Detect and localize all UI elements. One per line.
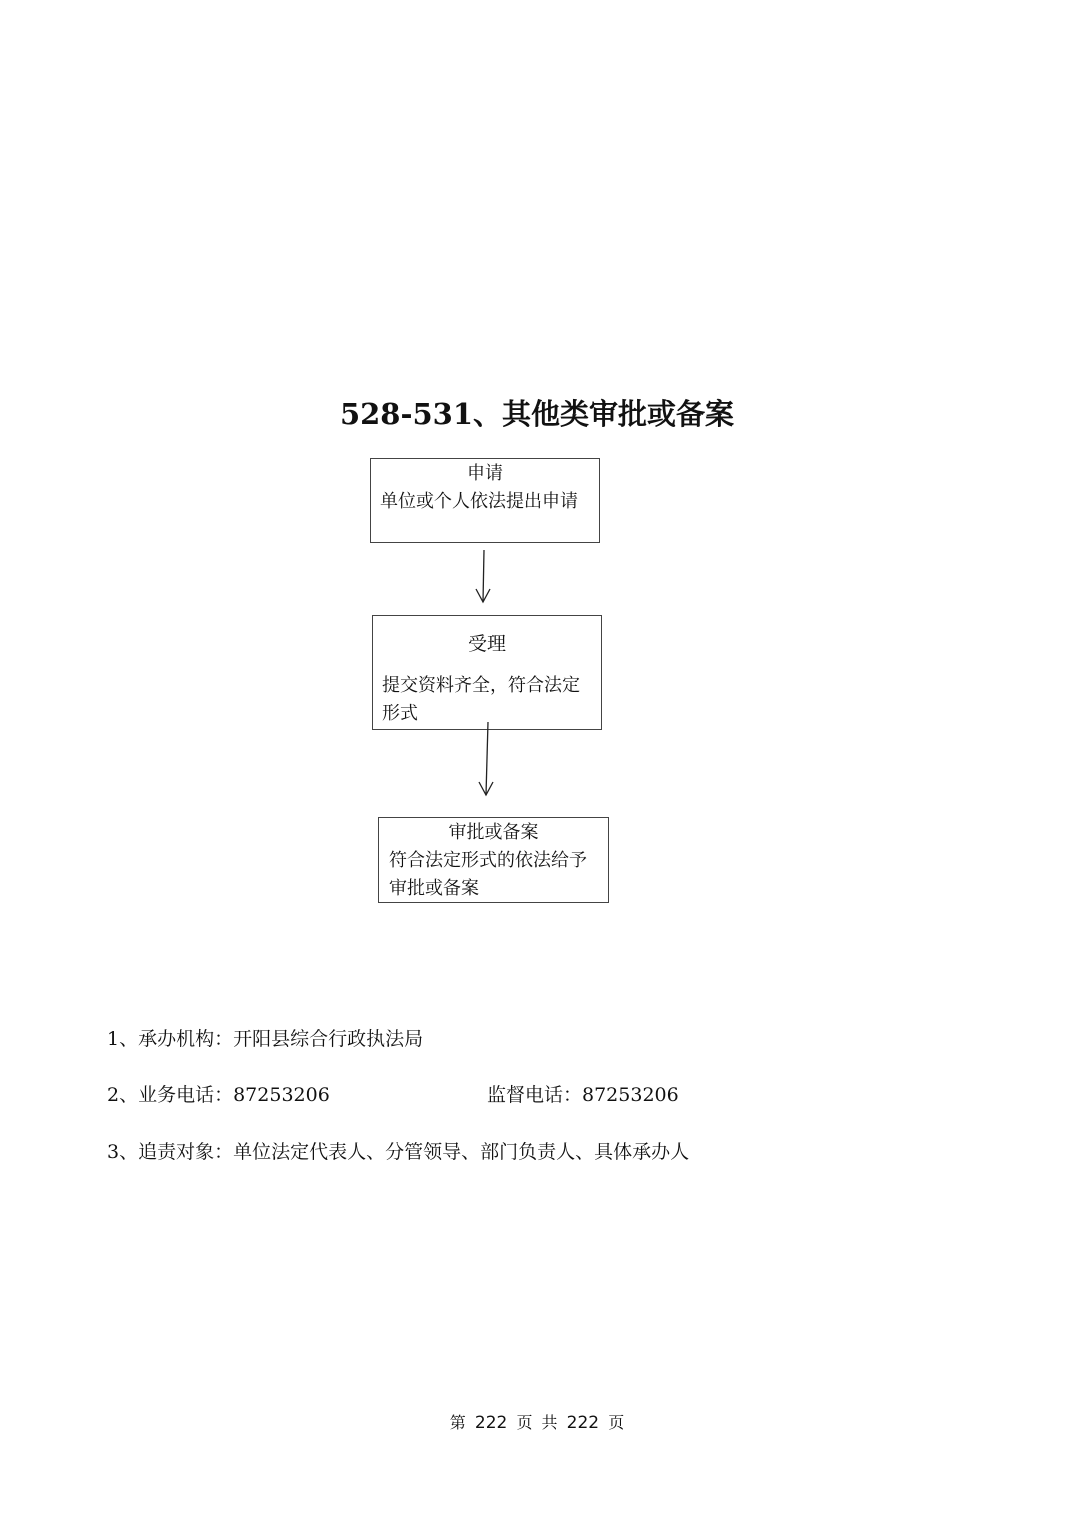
agency-line: 1、承办机构：开阳县综合行政执法局 — [107, 1028, 424, 1050]
flow-step-description: 单位或个人依法提出申请 — [380, 491, 578, 512]
flow-step-accept — [372, 615, 602, 730]
page-title: 528-531、其他类审批或备案 — [339, 397, 735, 431]
flow-step-description: 符合法定形式的依法给予审批或备案 — [389, 850, 587, 899]
footer-suffix: 页 — [608, 1413, 625, 1432]
flow-step-heading: 审批或备案 — [448, 822, 539, 843]
page-footer — [0, 1410, 1074, 1436]
footer-middle: 页 共 — [516, 1413, 558, 1432]
business-phone: 2、业务电话：87253206 — [107, 1084, 330, 1106]
phone-line — [107, 1081, 679, 1109]
supervise-phone: 监督电话：87253206 — [487, 1084, 679, 1106]
arrow-down-icon — [479, 722, 493, 795]
flow-step-apply — [370, 458, 600, 543]
flow-step-description: 提交资料齐全，符合法定形式 — [382, 675, 580, 724]
page-total: 222 — [566, 1413, 600, 1433]
flow-step-heading: 申请 — [467, 463, 503, 484]
flow-step-approve — [378, 817, 609, 903]
arrow-down-icon — [476, 550, 490, 602]
footer-prefix: 第 — [449, 1413, 466, 1432]
accountability-line: 3、追责对象：单位法定代表人、分管领导、部门负责人、具体承办人 — [107, 1141, 690, 1163]
page-number: 222 — [474, 1413, 508, 1433]
flow-step-heading: 受理 — [467, 633, 506, 655]
